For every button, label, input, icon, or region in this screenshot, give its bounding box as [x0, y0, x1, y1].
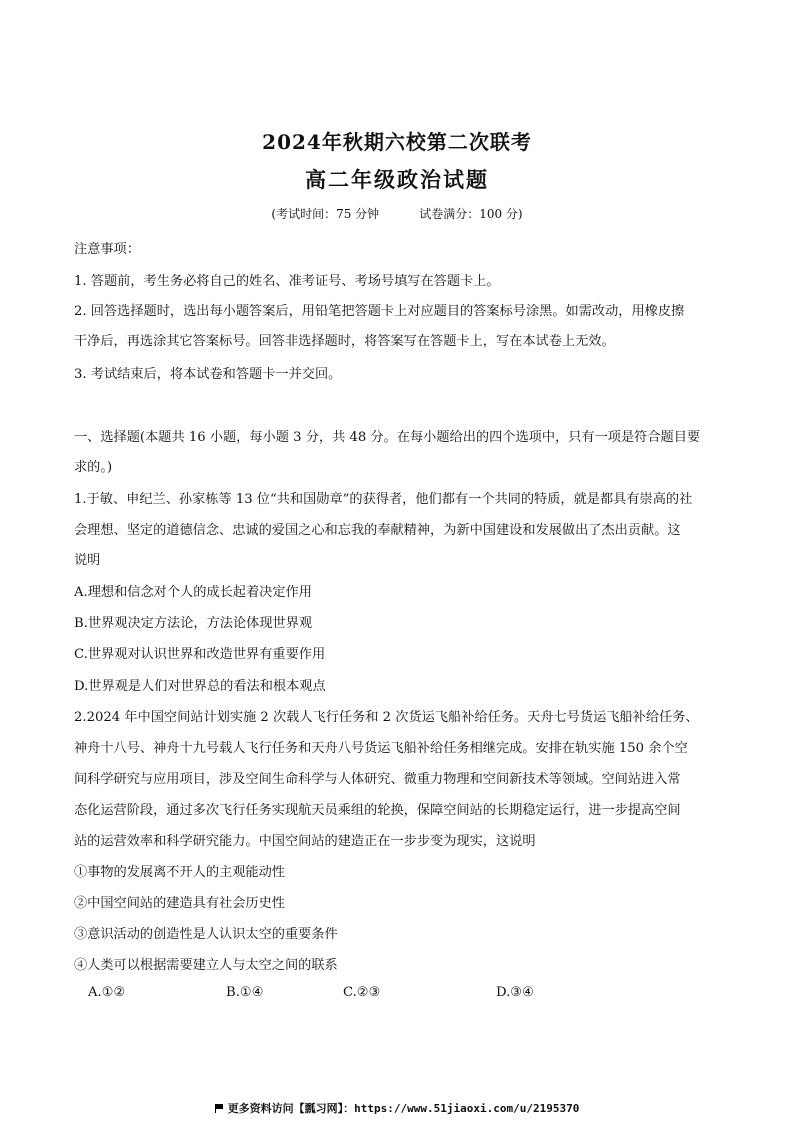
- note-item: 3. 考试结束后，将本试卷和答题卡一并交回。: [74, 367, 342, 382]
- flag-icon: [215, 1104, 224, 1113]
- question-2-text: 神舟十八号、神舟十九号载人飞行任务和天舟八号货运飞船补给任务相继完成。安排在轨实施 150 余个空: [74, 741, 688, 756]
- exam-title: 2024年秋期六校第二次联考: [262, 130, 532, 154]
- full-score: 试卷满分：100 分): [419, 207, 523, 221]
- question-1-option-d: D.世界观是人们对世界总的看法和根本观点: [74, 679, 326, 694]
- footer-link[interactable]: [0, 1100, 794, 1116]
- exam-time: (考试时间：75 分钟: [271, 207, 380, 221]
- note-item: 2. 回答选择题时，选出每小题答案后，用铅笔把答题卡上对应题目的答案标号涂黑。如需改动，用橡皮擦: [74, 304, 685, 319]
- question-2-text: 态化运营阶段，通过多次飞行任务实现航天员乘组的轮换，保障空间站的长期稳定运行，进一步提高空间: [74, 803, 681, 818]
- question-2-option-b: B.①④: [226, 985, 264, 1000]
- note-item: 干净后，再选涂其它答案标号。回答非选择题时，将答案写在答题卡上，写在本试卷上无效。: [74, 334, 615, 349]
- exam-meta: [0, 205, 794, 222]
- question-2-statement: ③意识活动的创造性是人认识太空的重要条件: [74, 927, 338, 942]
- section-heading: 一、选择题(本题共 16 小题，每小题 3 分，共 48 分。在每小题给出的四个选项中，只有一项是符合题目要: [74, 430, 701, 445]
- notes-heading: 注意事项：: [74, 242, 140, 257]
- question-2-statement: ①事物的发展离不开人的主观能动性: [74, 865, 285, 880]
- question-1-option-a: A.理想和信念对个人的成长起着决定作用: [74, 585, 312, 600]
- question-2-statement: ②中国空间站的建造具有社会历史性: [74, 896, 285, 911]
- question-2-text: 间科学研究与应用项目，涉及空间生命科学与人体研究、微重力物理和空间新技术等领域。空间站进入常: [74, 772, 681, 787]
- question-2-text: 站的运营效率和科学研究能力。中国空间站的建造正在一步步变为现实，这说明: [74, 834, 536, 849]
- question-1-option-c: C.世界观对认识世界和改造世界有重要作用: [74, 647, 326, 662]
- question-1-text: 1.于敏、申纪兰、孙家栋等 13 位“共和国勋章”的获得者，他们都有一个共同的特质，就是都具有崇高的社: [74, 492, 693, 507]
- question-1-text: 会理想、坚定的道德信念、忠诚的爱国之心和忘我的奉献精神，为新中国建设和发展做出了杰出贡献。这: [74, 523, 681, 538]
- section-heading-cont: 求的。): [74, 460, 113, 475]
- question-1-text: 说明: [74, 553, 101, 568]
- exam-subtitle: 高二年级政治试题: [305, 167, 489, 192]
- footer-text[interactable]: 更多资料访问【瓢习网】：https://www.51jiaoxi.com/u/2195370: [227, 1102, 580, 1115]
- question-2-text: 2.2024 年中国空间站计划实施 2 次载人飞行任务和 2 次货运飞船补给任务。天舟七号货运飞船补给任务、: [74, 710, 699, 725]
- note-item: 1. 答题前，考生务必将自己的姓名、准考证号、考场号填写在答题卡上。: [74, 274, 500, 289]
- question-2-option-d: D.③④: [496, 985, 534, 1000]
- question-2-statement: ④人类可以根据需要建立人与太空之间的联系: [74, 958, 338, 973]
- question-2-option-a: A.①②: [88, 985, 126, 1000]
- question-1-option-b: B.世界观决定方法论，方法论体现世界观: [74, 616, 313, 631]
- question-2-option-c: C.②③: [343, 985, 381, 1000]
